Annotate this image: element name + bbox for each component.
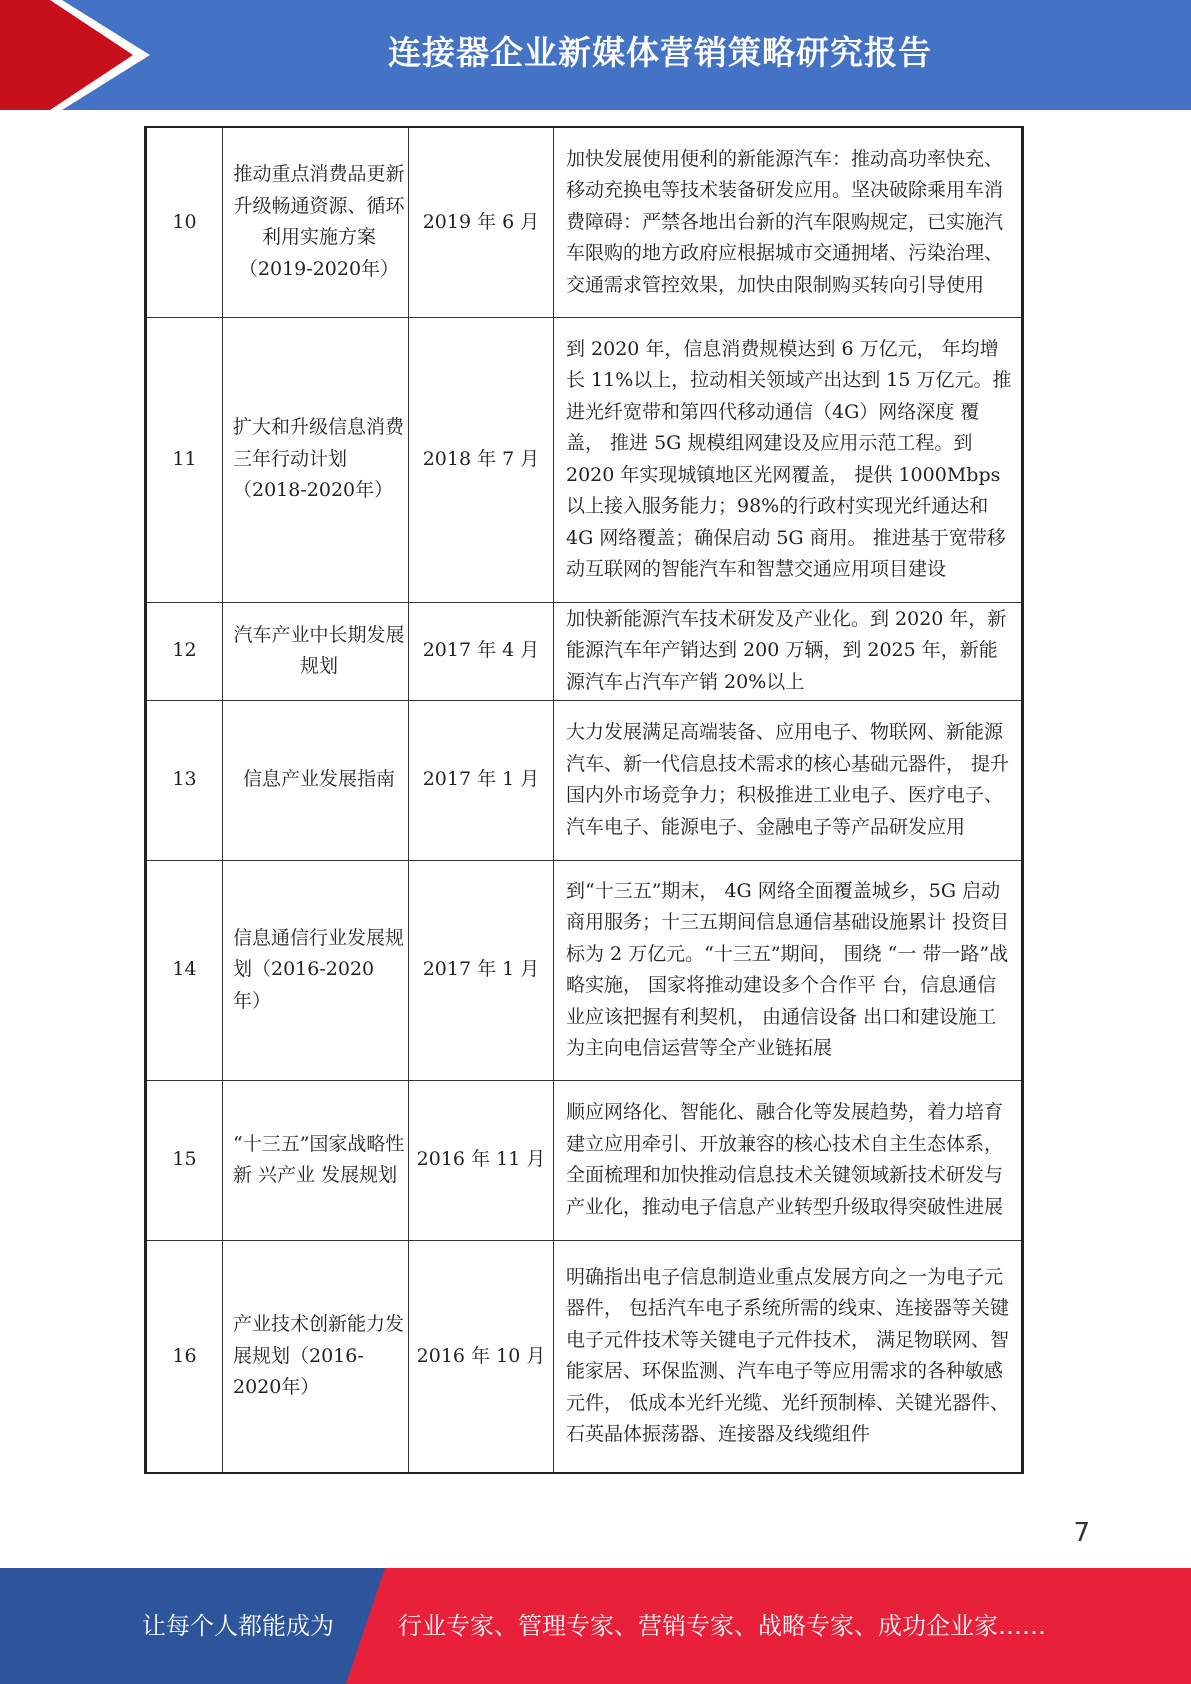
report-title: 连接器企业新媒体营销策略研究报告 [388, 33, 932, 72]
page-footer [0, 1568, 1191, 1684]
row-number: 12 [146, 602, 223, 700]
row-number: 10 [146, 127, 223, 317]
row-number: 11 [146, 317, 223, 602]
policy-content: 到 2020 年，信息消费规模达到 6 万亿元， 年均增长 11%以上，拉动相关领域产出达到 15 万亿元。推进光纤宽带和第四代移动通信（4G）网络深度 覆盖， 推进 5G 规模组网建设及应用示范工程。到 2020 年实现城镇地区光网覆盖， 提供 1000Mbps 以上接入服务能力；98%的行政村实现光纤通达和 4G 网络覆盖；确保启动 5G 商用。 推进基于宽带移 动互联网的智能汽车和智慧交通应用项目建设 [554, 317, 1023, 602]
table-row [146, 1080, 1023, 1240]
policy-name: “十三五”国家战略性新 兴产业 发展规划 [223, 1080, 409, 1240]
policy-name: 信息通信行业发展规划（2016-2020 年） [223, 860, 409, 1080]
table-row [146, 602, 1023, 700]
policy-name: 汽车产业中长期发展规划 [223, 602, 409, 700]
row-number: 14 [146, 860, 223, 1080]
table-row [146, 1240, 1023, 1473]
table-row [146, 127, 1023, 317]
policy-content: 加快新能源汽车技术研发及产业化。到 2020 年，新能源汽车年产销达到 200 万辆，到 2025 年，新能源汽车占汽车产销 20%以上 [554, 602, 1023, 700]
policy-date: 2017 年 4 月 [409, 602, 554, 700]
policy-name: 扩大和升级信息消费三年行动计划（2018-2020年） [223, 317, 409, 602]
table-row [146, 700, 1023, 860]
table-row [146, 317, 1023, 602]
row-number: 16 [146, 1240, 223, 1473]
policy-date: 2017 年 1 月 [409, 860, 554, 1080]
policy-content: 顺应网络化、智能化、融合化等发展趋势，着力培育建立应用牵引、开放兼容的核心技术自主生态体系，全面梳理和加快推动信息技术关键领域新技术研发与产业化，推动电子信息产业转型升级取得突破性进展 [554, 1080, 1023, 1240]
policy-content: 明确指出电子信息制造业重点发展方向之一为电子元器件， 包括汽车电子系统所需的线束、连接器等关键电子元件技术等关键电子元件技术， 满足物联网、智能家居、环保监测、汽车电子等应用需求的各种敏感元件， 低成本光纤光缆、光纤预制棒、关键光器件、石英晶体振荡器、连接器及线缆组件 [554, 1240, 1023, 1473]
footer-slogan-left: 让每个人都能成为 [142, 1612, 334, 1640]
row-number: 15 [146, 1080, 223, 1240]
footer-slogan-right: 行业专家、管理专家、营销专家、战略专家、成功企业家…… [398, 1612, 1046, 1640]
policy-date: 2017 年 1 月 [409, 700, 554, 860]
policy-date: 2019 年 6 月 [409, 127, 554, 317]
policy-name: 产业技术创新能力发展规划（2016-2020年） [223, 1240, 409, 1473]
page-number: 7 [1073, 1518, 1090, 1548]
policy-content: 到“十三五”期末， 4G 网络全面覆盖城乡，5G 启动商用服务；十三五期间信息通信基础设施累计 投资目标为 2 万亿元。“十三五”期间， 围绕 “一 带一路”战略实施， 国家将推动建设多个合作平 台，信息通信业应该把握有利契机， 由通信设备 出口和建设施工为主向电信运营等全产业链拓展 [554, 860, 1023, 1080]
policy-name: 推动重点消费品更新升级畅通资源、循环利用实施方案（2019-2020年） [223, 127, 409, 317]
policy-content: 加快发展使用便利的新能源汽车：推动高功率快充、移动充换电等技术装备研发应用。坚决破除乘用车消费障碍：严禁各地出台新的汽车限购规定，已实施汽车限购的地方政府应根据城市交通拥堵、污染治理、交通需求管控效果，加快由限制购买转向引导使用 [554, 127, 1023, 317]
policy-table [144, 126, 1024, 1474]
policy-content: 大力发展满足高端装备、应用电子、物联网、新能源汽车、新一代信息技术需求的核心基础元器件， 提升国内外市场竞争力；积极推进工业电子、医疗电子、汽车电子、能源电子、金融电子等产品研发应用 [554, 700, 1023, 860]
page-header [0, 0, 1191, 110]
policy-date: 2016 年 11 月 [409, 1080, 554, 1240]
row-number: 13 [146, 700, 223, 860]
policy-name: 信息产业发展指南 [223, 700, 409, 860]
table-row [146, 860, 1023, 1080]
policy-date: 2018 年 7 月 [409, 317, 554, 602]
policy-date: 2016 年 10 月 [409, 1240, 554, 1473]
